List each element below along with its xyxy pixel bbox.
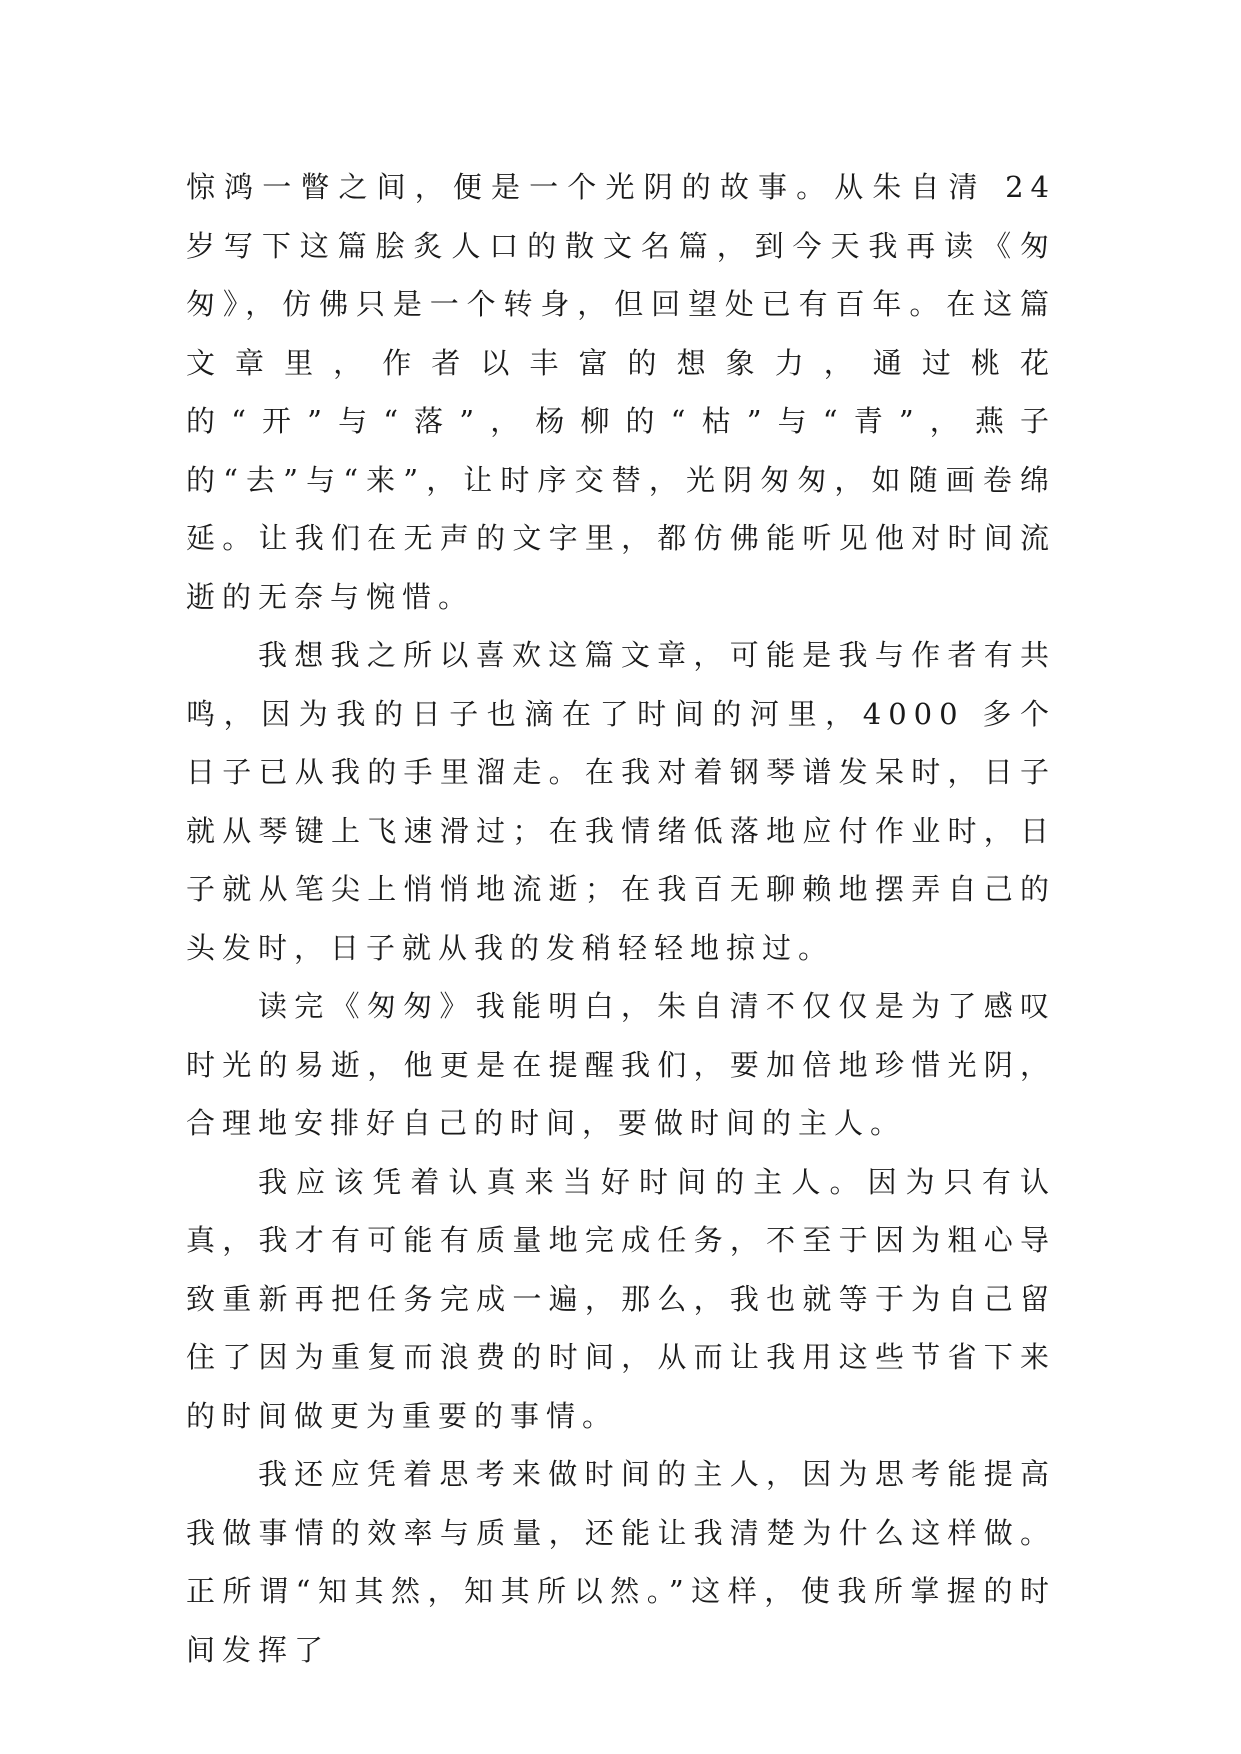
paragraph-resonance: 我想我之所以喜欢这篇文章，可能是我与作者有共鸣，因为我的日子也滴在了时间的河里，4000 多个日子已从我的手里溜走。在我对着钢琴谱发呆时，日子就从琴键上飞速滑过；在我情绪低落地应付作业时，日子就从笔尖上悄悄地流逝；在我百无聊赖地摆弄自己的头发时，日子就从我的发稍轻轻地掠过。 xyxy=(186,638,1056,965)
paragraph-intro: 惊鸿一瞥之间，便是一个光阴的故事。从朱自清 24 岁写下这篇脍炙人口的散文名篇，到今天我再读《匆匆》，仿佛只是一个转身，但回望处已有百年。在这篇文章里，作者以丰富的想象力，通过桃花的“开”与“落”，杨柳的“枯”与“青”，燕子的“去”与“来”，让时序交替，光阴匆匆，如随画卷绵延。让我们在无声的文字里，都仿佛能听见他对时间流逝的无奈与惋惜。 xyxy=(186,170,1056,614)
paragraph-thinking: 我还应凭着思考来做时间的主人，因为思考能提高我做事情的效率与质量，还能让我清楚为什么这样做。正所谓“知其然，知其所以然。”这样，使我所掌握的时间发挥了 xyxy=(186,1457,1056,1667)
paragraph-diligence: 我应该凭着认真来当好时间的主人。因为只有认真，我才有可能有质量地完成任务，不至于因为粗心导致重新再把任务完成一遍，那么，我也就等于为自己留住了因为重复而浪费的时间，从而让我用这些节省下来的时间做更为重要的事情。 xyxy=(186,1164,1056,1433)
paragraph-understanding: 读完《匆匆》我能明白，朱自清不仅仅是为了感叹时光的易逝，他更是在提醒我们，要加倍地珍惜光阴，合理地安排好自己的时间，要做时间的主人。 xyxy=(186,989,1056,1140)
document-body xyxy=(186,158,1056,1679)
